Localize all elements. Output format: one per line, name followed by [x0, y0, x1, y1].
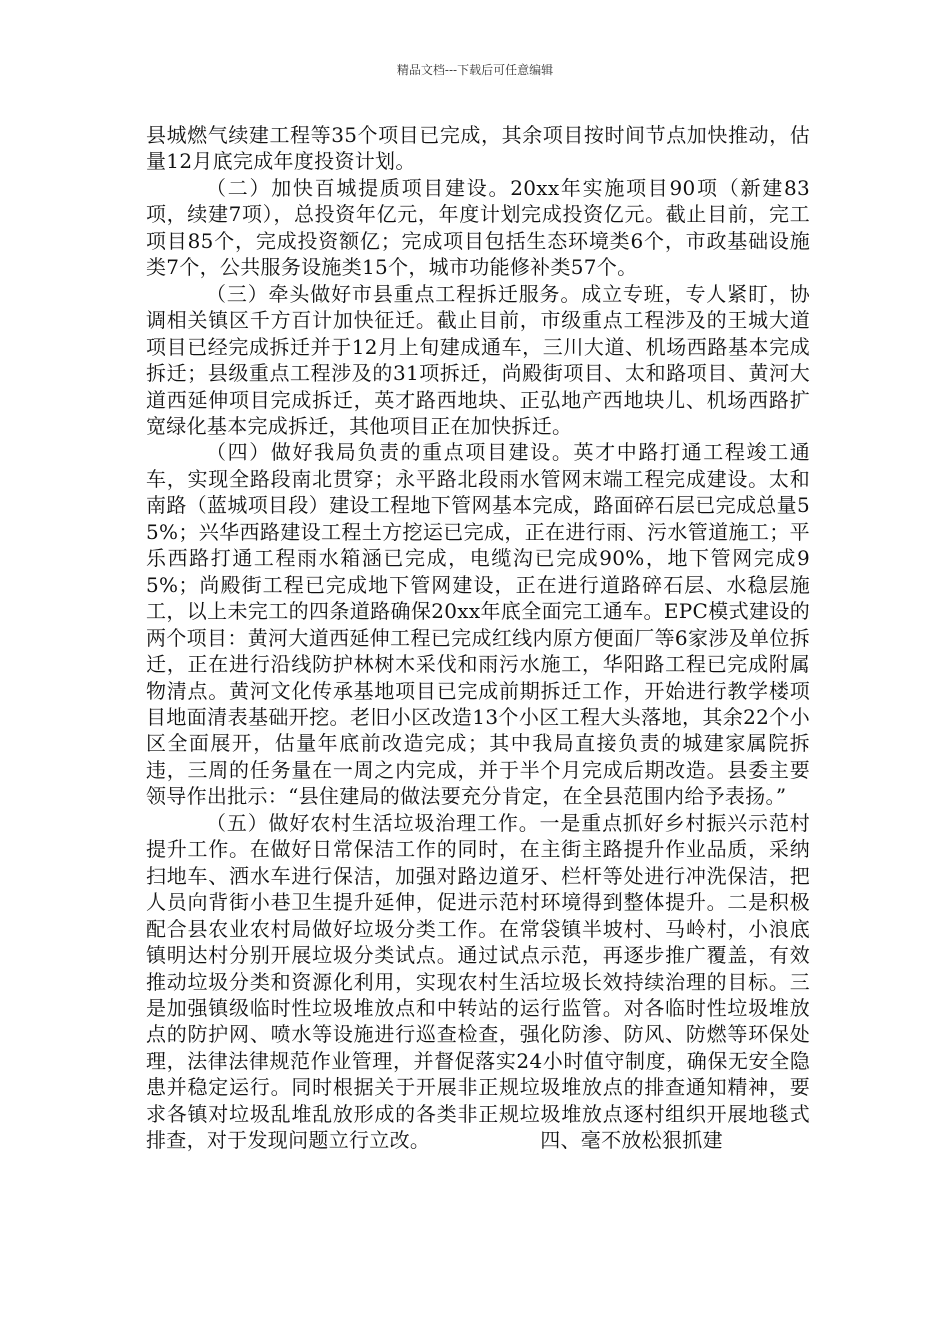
paragraph-section-5 — [146, 810, 810, 1154]
paragraph-section-2: （二）加快百城提质项目建设。20xx年实施项目90项（新建83项，续建7项），总投资年亿元，年度计划完成投资亿元。截止目前，完工项目85个，完成投资额亿；完成项目包括生态环境类6个，市政基础设施类7个，公共服务设施类15个，城市功能修补类57个。 — [146, 175, 810, 280]
paragraph-section-3: （三）牵头做好市县重点工程拆迁服务。成立专班，专人紧盯，协调相关镇区千方百计加快征迁。截止目前，市级重点工程涉及的王城大道项目已经完成拆迁并于12月上旬建成通车，三川大道、机场西路基本完成拆迁；县级重点工程涉及的31项拆迁，尚殿街项目、太和路项目、黄河大道西延伸项目完成拆迁，英才路西地块、正弘地产西地块儿、机场西路扩宽绿化基本完成拆迁，其他项目正在加快拆迁。 — [146, 281, 810, 438]
page-header: 精品文档---下载后可任意编辑 — [396, 63, 554, 77]
document-body — [146, 122, 810, 1154]
paragraph-section-5-text: （五）做好农村生活垃圾治理工作。一是重点抓好乡村振兴示范村提升工作。在做好日常保洁工作的同时，在主街主路提升作业品质，采纳扫地车、洒水车进行保洁，加强对路边道牙、栏杆等处进行冲洗保洁，把人员向背街小巷卫生提升延伸，促进示范村环境得到整体提升。二是积极配合县农业农村局做好垃圾分类工作。在常袋镇半坡村、马岭村，小浪底镇明达村分别开展垃圾分类试点。通过试点示范，再逐步推广覆盖，有效推动垃圾分类和资源化利用，实现农村生活垃圾长效持续治理的目标。三是加强镇级临时性垃圾堆放点和中转站的运行监管。对各临时性垃圾堆放点的防护网、喷水等设施进行巡查检查，强化防渗、防风、防燃等环保处理，法律法律规范作业管理，并督促落实24小时值守制度，确保无安全隐患并稳定运行。同时根据关于开展非正规垃圾堆放点的排查通知精神，要求各镇对垃圾乱堆乱放形成的各类非正规垃圾堆放点逐村组织开展地毯式排查，对于发现问题立行立改。 — [146, 810, 810, 1153]
paragraph-continuation: 县城燃气续建工程等35个项目已完成，其余项目按时间节点加快推动，估量12月底完成年度投资计划。 — [146, 123, 810, 174]
next-section-heading: 四、毫不放松狠抓建 — [540, 1128, 723, 1153]
paragraph-section-4: （四）做好我局负责的重点项目建设。英才中路打通工程竣工通车，实现全路段南北贯穿；永平路北段雨水管网末端工程完成建设。太和南路（蓝城项目段）建设工程地下管网基本完成，路面碎石层已完成总量55%；兴华西路建设工程土方挖运已完成，正在进行雨、污水管道施工；平乐西路打通工程雨水箱涵已完成，电缆沟已完成90%，地下管网完成95%；尚殿街工程已完成地下管网建设，正在进行道路碎石层、水稳层施工，以上未完工的四条道路确保20xx年底全面完工通车。EPC模式建设的两个项目：黄河大道西延伸工程已完成红线内原方便面厂等6家涉及单位拆迁，正在进行沿线防护林树木采伐和雨污水施工，华阳路工程已完成附属物清点。黄河文化传承基地项目已完成前期拆迁工作，开始进行教学楼项目地面清表基础开挖。老旧小区改造13个小区工程大头落地，其余22个小区全面展开，估量年底前改造完成；其中我局直接负责的城建家属院拆违，三周的任务量在一周之内完成，并于半个月完成后期改造。县委主要领导作出批示：“县住建局的做法要充分肯定，在全县范围内给予表扬。” — [146, 440, 810, 809]
